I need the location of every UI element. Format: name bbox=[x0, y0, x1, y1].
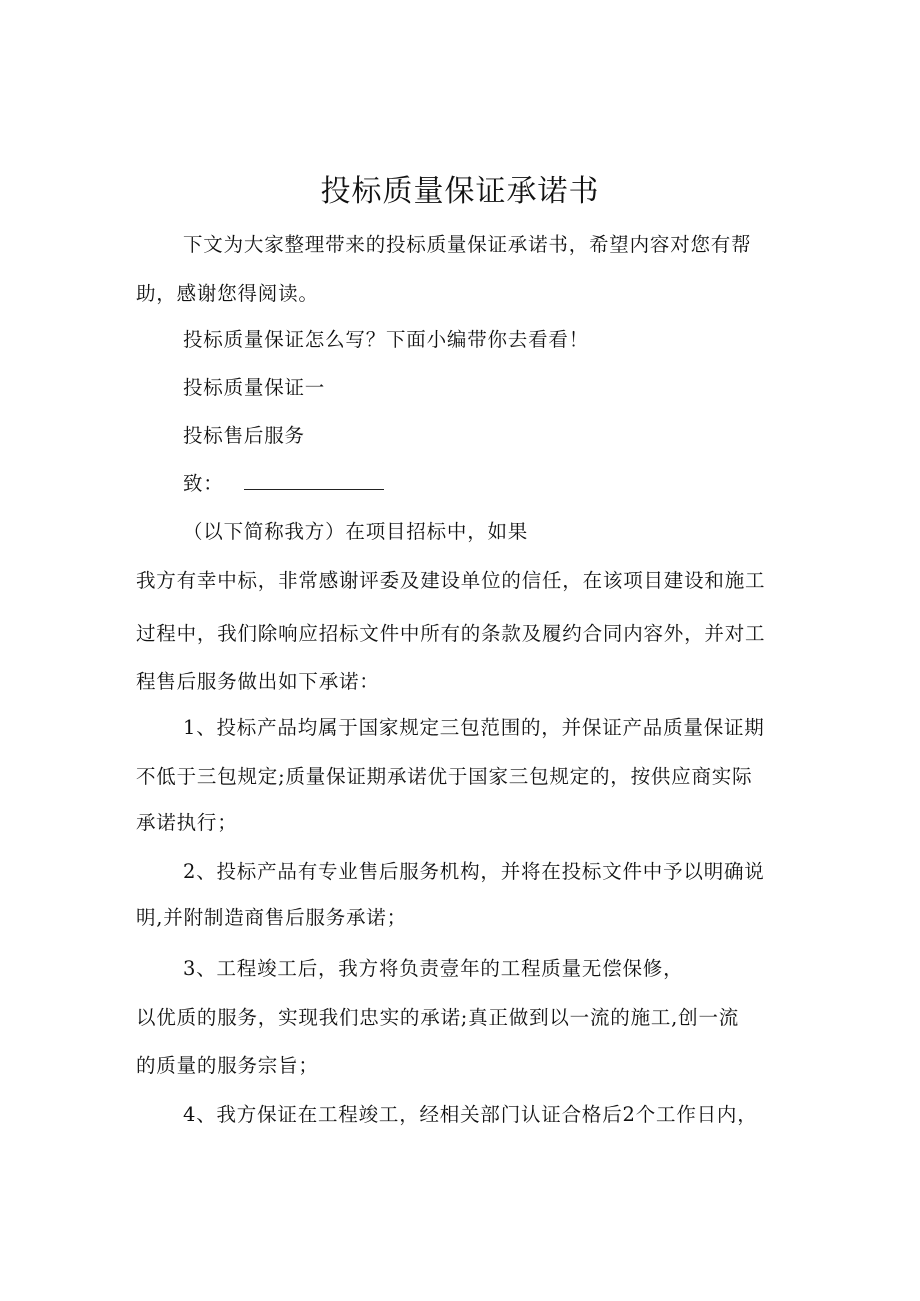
addressee-blank bbox=[244, 471, 384, 490]
paragraph-line: 我方有幸中标，非常感谢评委及建设单位的信任，在该项目建设和施工 bbox=[136, 569, 766, 592]
paragraph-line: 投标质量保证怎么写？下面小编带你去看看！ bbox=[183, 328, 590, 351]
paragraph-line: 4、我方保证在工程竣工，经相关部门认证合格后2个工作日内， bbox=[183, 1103, 758, 1126]
paragraph-line: 3、工程竣工后，我方将负责壹年的工程质量无偿保修， bbox=[183, 957, 684, 980]
paragraph-line: 1、投标产品均属于国家规定三包范围的，并保证产品质量保证期 bbox=[183, 716, 765, 739]
paragraph-line: （以下简称我方）在项目招标中，如果 bbox=[183, 520, 529, 543]
paragraph-line: 明,并附制造商售后服务承诺； bbox=[136, 906, 407, 929]
paragraph-line: 过程中，我们除响应招标文件中所有的条款及履约合同内容外，并对工 bbox=[136, 622, 766, 645]
paragraph-line: 2、投标产品有专业售后服务机构，并将在投标文件中予以明确说 bbox=[183, 860, 765, 883]
paragraph-line: 承诺执行； bbox=[136, 811, 238, 834]
paragraph-line: 投标售后服务 bbox=[183, 424, 305, 447]
paragraph-line: 助，感谢您得阅读。 bbox=[136, 282, 319, 305]
paragraph-line: 不低于三包规定;质量保证期承诺优于国家三包规定的，按供应商实际 bbox=[136, 765, 753, 788]
salutation-label: 致： bbox=[183, 472, 224, 495]
salutation-line bbox=[183, 469, 384, 499]
paragraph-line: 投标质量保证一 bbox=[183, 376, 326, 399]
paragraph-line: 的质量的服务宗旨； bbox=[136, 1054, 319, 1077]
paragraph-line: 下文为大家整理带来的投标质量保证承诺书，希望内容对您有帮 bbox=[183, 233, 752, 256]
document-title: 投标质量保证承诺书 bbox=[320, 174, 600, 209]
paragraph-line: 程售后服务做出如下承诺： bbox=[136, 670, 380, 693]
paragraph-line: 以优质的服务，实现我们忠实的承诺;真正做到以一流的施工,创一流 bbox=[136, 1006, 740, 1029]
